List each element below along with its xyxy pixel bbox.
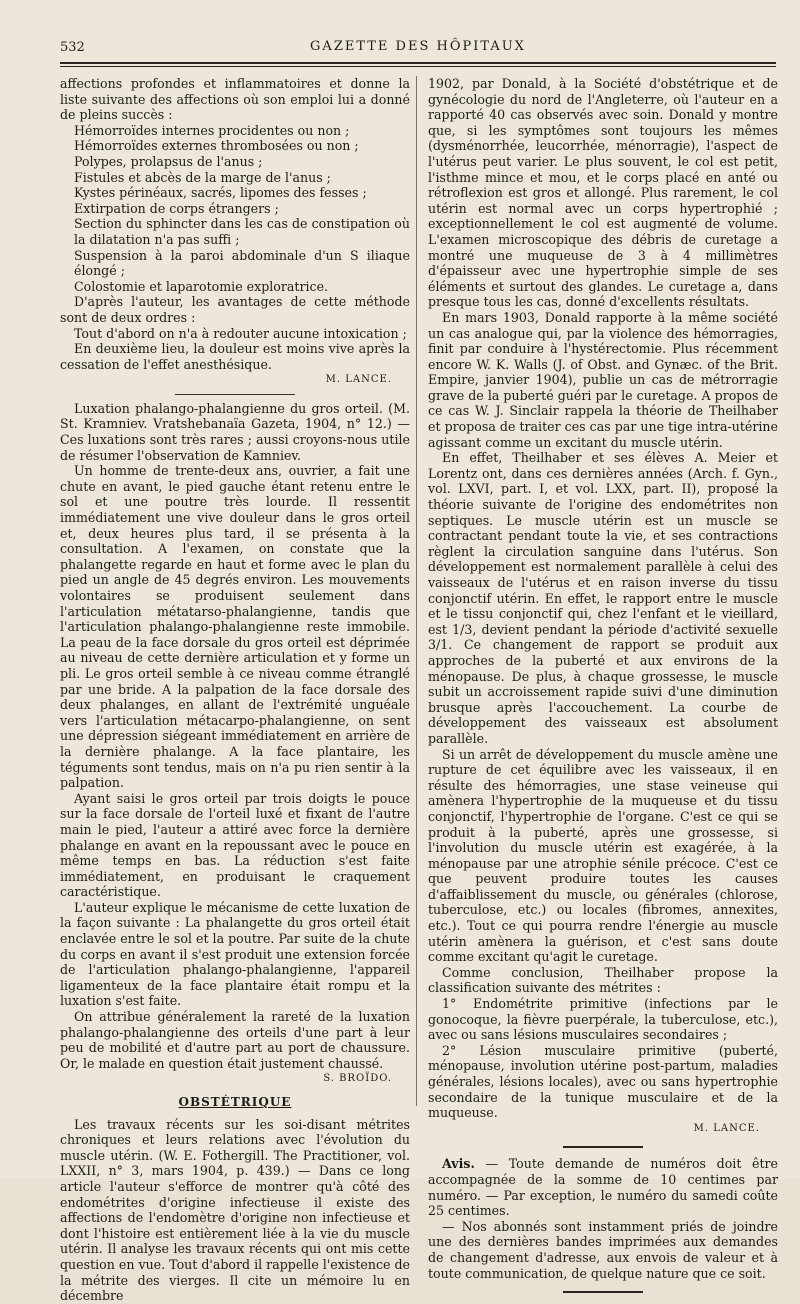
list-item: Polypes, prolapsus de l'anus ; [74,153,263,169]
notice-text: — Toute demande de numéros doit être accompagnée de la somme de 10 centimes par numéro. — Par exception, le numéro du samedi coûte 25 centimes. [428,1156,778,1219]
list-item: Hémorroïdes internes procidentes ou non ; [74,122,350,138]
paragraph-intro: affections profondes et inflammatoires et donne la liste suivante des affections où son emploi lui a donné de pleins succès : [60,76,410,123]
list-item: Colostomie et laparotomie exploratrice. [74,278,329,294]
list-item: Suspension à la paroi abdominale d'un S iliaque élongé ; [74,247,410,279]
paragraph-luxation-title: Luxation phalango-phalangienne du gros orteil. (M. St. Kramniev. Vratshebanaïa Gazeta, 1904, n° 12.) — Ces luxations sont très rares ; aussi croyons-nous utile de résumer l'observation de Kamniev. [60,400,410,463]
paragraph-luxation-reduction: Ayant saisi le gros orteil par trois doigts le pouce sur la face dorsale de l'orteil luxé et fixant de l'autre main le pied, l'auteur a attiré avec force la dernière phalange en avant en la repoussant avec le pouce en même temps en bas. La réduction s'est faite immédiatement, en produisant le craquement caractéristique. [60,790,410,900]
signature: S. BROÏDO. [323,1073,392,1085]
column-divider [416,76,417,1106]
signature: M. LANCE. [325,374,392,386]
notice-label: Avis. [442,1156,475,1172]
classification-item-2: 2° Lésion musculaire primitive (puberté, ménopause, involution utérine post-partum, maladies générales, lésions locales), avec ou sans hypertrophie secondaire de la tunique musculaire et de la muqueuse. [428,1042,778,1121]
list-item: Hémorroïdes externes thrombosées ou non ; [74,138,359,154]
list-item: Fistules et abcès de la marge de l'anus ; [74,169,331,185]
separator-rule [563,1291,643,1293]
paragraph-walls: En mars 1903, Donald rapporte à la même société un cas analogue qui, par la violence des hémorragies, finit par conduire à l'hystérectomie. Plus récemment encore W. K. Walls (J. of Obst. and Gynæc. of the Brit. Empire, janvier 1904), publie un cas de métrorragie grave de la puberté guéri par le curetage. A propos de ce cas W. J. Sinclair rappela la théorie de Theilhaber et proposa de traiter ces cas par une tige intra-utérine agissant comme un excitant du muscle utérin. [428,309,778,450]
paragraph-luxation-case: Un homme de trente-deux ans, ouvrier, a fait une chute en avant, le pied gauche étant retenu entre le sol et une poutre très lourde. Il ressentit immédiatement une vive douleur dans le gros orteil et, deux heures plus tard, il se présenta à la consultation. A l'examen, on constate que la phalangette regarde en haut et forme avec le plan du pied un angle de 45 degrés environ. Les mouvements volontaires se produisent seulement dans l'articulation métatarso-phalangienne, tandis que l'articulation phalango-phalangienne reste immobile. La peau de la face dorsale du gros orteil est déprimée au niveau de cette dernière articulation et y forme un pli. Le gros orteil semble à ce niveau comme étranglé par une bride. A la palpation de la face dorsale des deux phalanges, en allant de l'extrémité unguéale vers l'articulation métacarpo-phalangienne, on sent une dépression siégeant immédiatement en arrière de la dernière phalange. A la face plantaire, les téguments sont tendus, mais on n'a pu rien sentir à la palpation. [60,463,410,791]
paragraph-theilhaber-theory: En effet, Theilhaber et ses élèves A. Meier et Lorentz ont, dans ces dernières années (Arch. f. Gyn., vol. LXVI, part. I, et vol. LXX, part. II), proposé la théorie suivante de l'origine des endométrites non septiques. Le muscle utérin est un muscle se contractant pendant toute la vie, et ses contractions règlent la circulation sanguine dans l'utérus. Son développement est normalement parallèle à celui des vaisseaux de l'utérus et en raison inverse du tissu conjonctif utérin. En effet, le rapport entre le muscle et le tissu conjonctif qui, chez l'enfant et le vieillard, est 1/3, devient pendant la période d'activité sexuelle 3/1. Ce changement de rapport se produit aux approches de la puberté et aux environs de la ménopause. De plus, à chaque grossesse, le muscle subit un accroissement rapide suivi d'une diminution brusque après l'accouchement. La courbe de développement des vaisseaux est absolument parallèle. [428,450,778,746]
paragraph-advantage-1: Tout d'abord on n'a à redouter aucune intoxication ; [74,325,407,341]
notice-paragraph-2: — Nos abonnés sont instamment priés de joindre une des dernières bandes imprimées aux demandes de changement d'adresse, aux envois de valeur et à toute communication, de quelque nature que ce soit. [428,1218,778,1281]
right-column [428,76,778,1301]
paragraph-metrites: Les travaux récents sur les soi-disant métrites chroniques et leurs relations avec l'évolution du muscle utérin. (W. E. Fothergill. The Practitioner, vol. LXXII, n° 3, mars 1904, p. 439.) — Dans ce long article l'auteur s'efforce de montrer qu'à côté des endométrites d'origine infectieuse il existe des affections de l'endomètre d'origine non infectieuse et dont l'histoire est entièrement liée à la vie du muscle utérin. Il analyse les travaux récents qui ont mis cette question en vue. Tout d'abord il rappelle l'existence de la métrite des vierges. Il cite un mémoire lu en décembre [60,1116,410,1304]
classification-item-1: 1° Endométrite primitive (infections par le gonocoque, la fièvre puerpérale, la tuberculose, etc.), avec ou sans lésions musculaires secondaires ; [428,996,778,1043]
running-title: GAZETTE DES HÔPITAUX [310,39,526,54]
paragraph-luxation-mechanism: L'auteur explique le mécanisme de cette luxation de la façon suivante : La phalangette du gros orteil était enclavée entre le sol et la poutre. Par suite de la chute du corps en avant il s'est produit une extension forcée de l'articulation phalango-phalangienne, l'appareil ligamenteux de la face plantaire était rompu et la luxation s'est faite. [60,899,410,1009]
page-number: 532 [60,40,85,55]
paragraph-conclusion: Comme conclusion, Theilhaber propose la classification suivante des métrites : [428,964,778,996]
separator-rule [563,1146,643,1148]
paragraph-donald: 1902, par Donald, à la Société d'obstétrique et de gynécologie du nord de l'Angleterre, où l'auteur en a rapporté 40 cas observés avec soin. Donald y montre que, si les symptômes sont toujours les mêmes (dysménorrhée, leucorrhée, ménorragie), l'aspect de l'utérus peut varier. Le plus souvent, le col est petit, l'isthme mince et mou, et le corps placé en anté ou rétroflexion est gros et allongé. Plus rarement, le col utérin est normal avec un corps hypertrophié ; exceptionnellement le col est augmenté de volume. L'examen microscopique des débris de curetage a montré une muqueuse de 3 à 4 millimètres d'épaisseur avec une hypertrophie simple de ses éléments et surtout des glandes. Le curetage a, dans presque tous les cas, donné d'excellents résultats. [428,76,778,310]
paragraph-luxation-rarity: On attribue généralement la rareté de la luxation phalango-phalangienne des orteils d'une part à leur peu de mobilité et d'autre part au port de chaussure. Or, le malade en question était justement chaussé. [60,1009,410,1071]
paragraph-advantages: D'après l'auteur, les avantages de cette méthode sont de deux ordres : [60,294,410,325]
list-item: Kystes périnéaux, sacrés, lipomes des fesses ; [74,185,367,201]
signature: M. LANCE. [693,1122,760,1134]
notice-paragraph [428,1156,778,1218]
section-heading: OBSTÉTRIQUE [178,1095,292,1109]
separator-rule [175,394,295,395]
header-rule [60,62,776,67]
list-item: Extirpation de corps étrangers ; [74,200,279,216]
page-header [60,36,776,58]
paragraph-advantage-2: En deuxième lieu, la douleur est moins vive après la cessation de l'effet anesthésique. [60,341,410,372]
left-column [60,76,410,1304]
paragraph-hemorrhage: Si un arrêt de développement du muscle amène une rupture de cet équilibre avec les vaisseaux, il en résulte des hémorragies, une stase veineuse qui amènera l'hypertrophie de la muqueuse et du tissu conjonctif, l'hypertrophie de l'organe. C'est ce qui se produit à la puberté, après une grossesse, si l'involution du muscle utérin est exagérée, à la ménopause par une atrophie sénile précoce. C'est ce que peuvent produire toutes les causes d'affaiblissement du muscle, ou générales (chlorose, tuberculose, etc.) ou locales (fibromes, annexites, etc.). Tout ce qui pourra rendre l'énergie au muscle utérin amènera la guérison, et c'est sans doute comme excitant qu'agit le curetage. [428,746,778,965]
list-item: Section du sphincter dans les cas de constipation où la dilatation n'a pas suffi ; [74,216,410,247]
